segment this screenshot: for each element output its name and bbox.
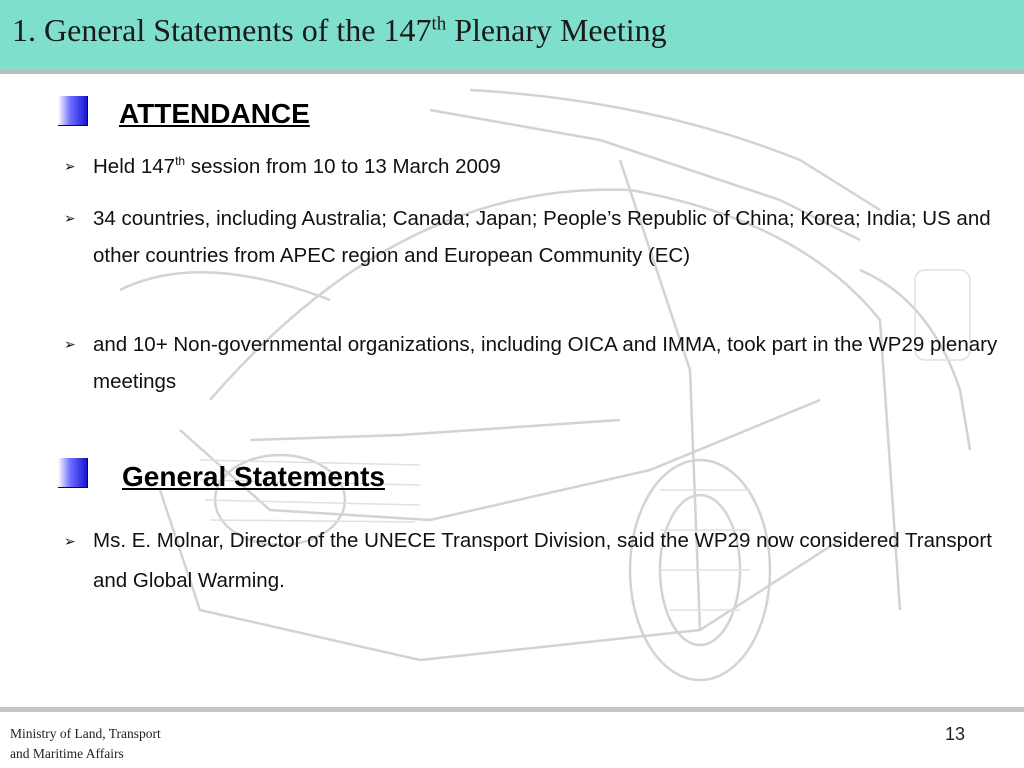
bullet-item (64, 200, 994, 274)
bullet-item (64, 521, 994, 601)
blue-square-icon (58, 458, 88, 488)
attendance-heading: ATTENDANCE (119, 98, 310, 129)
arrow-bullet-icon: ➢ (64, 533, 76, 549)
footer-divider (0, 707, 1024, 712)
page-number: 13 (945, 724, 966, 744)
bullet-text: Ms. E. Molnar, Director of the UNECE Transport Division, said the WP29 now considered Transport and Global Warming. (93, 529, 992, 592)
bullet-text: Held 147th session from 10 to 13 March 2009 (93, 154, 501, 178)
bullet-text: 34 countries, including Australia; Canada; Japan; People’s Republic of China; Korea; India; US and other countries from APEC region and European Community (EC) (93, 207, 991, 267)
general-statements-heading: General Statements (122, 461, 385, 492)
title-bar (0, 0, 1024, 74)
arrow-bullet-icon: ➢ (64, 158, 76, 174)
bullet-text: and 10+ Non-governmental organizations, including OICA and IMMA, took part in the WP29 plenary meetings (93, 333, 998, 393)
bullet-item (64, 326, 1004, 400)
arrow-bullet-icon: ➢ (64, 210, 76, 226)
blue-square-icon (58, 96, 88, 126)
footer-organization (10, 724, 161, 764)
slide-title: 1. General Statements of the 147th Plenary Meeting (12, 12, 667, 48)
title-superscript: th (431, 13, 447, 35)
footer-org-line: and Maritime Affairs (10, 746, 124, 761)
footer-org-line: Ministry of Land, Transport (10, 726, 161, 741)
bullet-item (64, 148, 994, 185)
arrow-bullet-icon: ➢ (64, 336, 76, 352)
